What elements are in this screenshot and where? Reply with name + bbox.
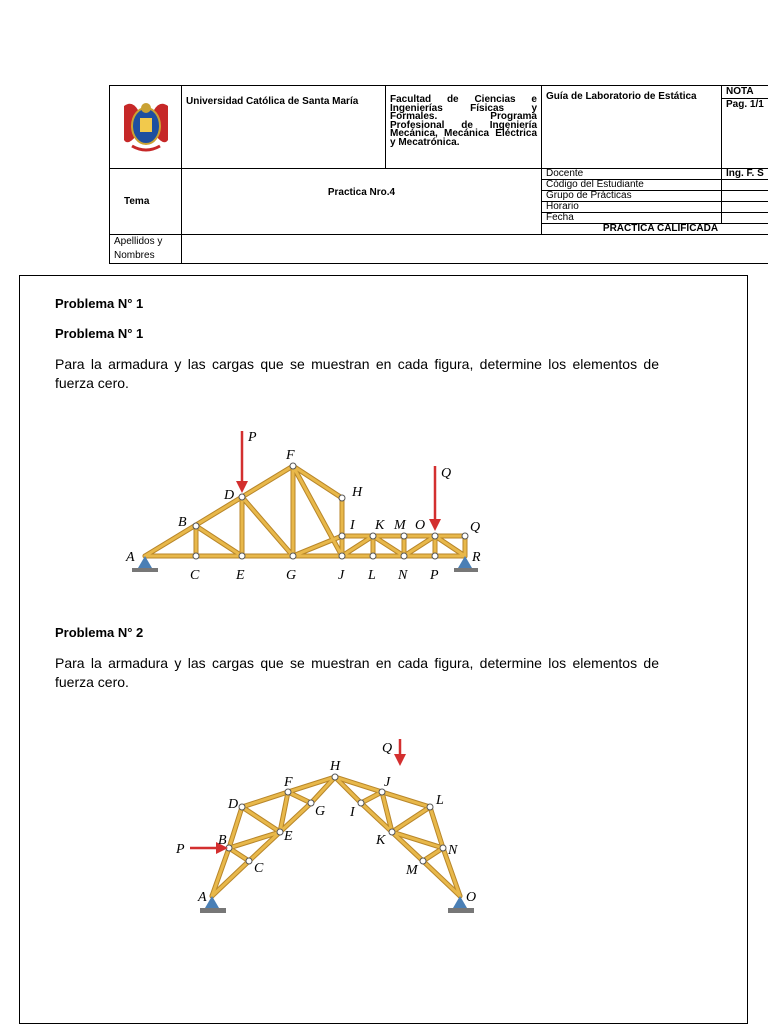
label-g-2: G [315, 804, 326, 819]
label-b-2: B [218, 833, 227, 848]
label-p-2: P [176, 842, 185, 857]
docente-value: Ing. F. S [722, 169, 768, 180]
label-b: B [178, 515, 187, 530]
fecha-label: Fecha [542, 213, 722, 224]
load-arrow-q [429, 466, 441, 531]
label-r: R [472, 550, 481, 565]
truss-2-supports [200, 896, 474, 913]
truss-2-members [212, 777, 460, 896]
label-p2: P [430, 568, 439, 583]
label-d-2: D [228, 797, 239, 812]
label-j-2: J [384, 775, 391, 790]
label-n-2: N [448, 843, 458, 858]
label-q2: Q [470, 520, 481, 535]
content-box [19, 275, 748, 1024]
label-c-2: C [254, 861, 264, 876]
problem-1-text: Para la armadura y las cargas que se muestran en cada figura, determine los elementos de fuerza cero. [55, 356, 659, 391]
guide-title: Guía de Laboratorio de Estática [542, 86, 722, 169]
truss-1-joints [193, 463, 468, 559]
label-n: N [398, 568, 408, 583]
seal-icon [118, 96, 174, 156]
truss-figure-1 [120, 421, 520, 591]
label-l: L [368, 568, 376, 583]
label-f-2: F [284, 775, 293, 790]
grupo-value [722, 191, 768, 202]
label-f: F [286, 448, 295, 463]
label-o: O [415, 518, 426, 533]
page-label: Pag. 1/1 [722, 99, 768, 169]
label-i: I [350, 518, 355, 533]
label-m-2: M [406, 863, 418, 878]
problem-2-heading: Problema N° 2 [55, 625, 144, 640]
truss-1-members [145, 466, 465, 556]
codigo-value [722, 180, 768, 191]
label-e: E [236, 568, 245, 583]
label-j: J [338, 568, 345, 583]
label-h: H [352, 485, 363, 500]
header-table [109, 85, 768, 266]
label-l-2: L [436, 793, 444, 808]
problem-2-text: Para la armadura y las cargas que se muestran en cada figura, determine los elementos de fuerza cero. [55, 655, 659, 690]
apellidos-label: Apellidos y Nombres [110, 235, 182, 264]
horario-value [722, 202, 768, 213]
label-k: K [375, 518, 385, 533]
docente-label: Docente [542, 169, 722, 180]
label-k-2: K [376, 833, 386, 848]
university-logo [110, 86, 182, 169]
problem-1-heading-repeat: Problema N° 1 [55, 326, 144, 341]
label-p: P [248, 430, 257, 445]
horario-label: Horario [542, 202, 722, 213]
fecha-value [722, 213, 768, 224]
nota-label: NOTA [722, 86, 768, 99]
calificada-label: PRACTICA CALIFICADA [542, 224, 768, 235]
faculty-name: Facultad de Ciencias e Ingenierías Físicas y Formales. Programa Profesional de Ingeniería Mecánica, Mecánica Eléctrica y Mecatrónica. [386, 86, 542, 169]
label-a: A [126, 550, 135, 565]
problem-1-heading: Problema N° 1 [55, 296, 144, 311]
label-g: G [286, 568, 297, 583]
truss-figure-2 [150, 736, 520, 931]
load-arrow-p [236, 431, 248, 493]
label-a-2: A [198, 890, 207, 905]
apellidos-value [182, 235, 768, 264]
label-i-2: I [350, 805, 355, 820]
tema-label: Tema [110, 169, 182, 235]
load-arrow-q-2 [394, 739, 406, 766]
label-e-2: E [284, 829, 293, 844]
grupo-label: Grupo de Prácticas [542, 191, 722, 202]
university-name: Universidad Católica de Santa María [182, 86, 386, 169]
label-q-2: Q [382, 741, 393, 756]
label-o-2: O [466, 890, 477, 905]
practice-title: Practica Nro.4 [182, 169, 542, 235]
label-h-2: H [330, 759, 341, 774]
codigo-label: Código del Estudiante [542, 180, 722, 191]
label-c: C [190, 568, 200, 583]
label-m: M [394, 518, 406, 533]
label-d: D [224, 488, 235, 503]
label-q: Q [441, 466, 452, 481]
